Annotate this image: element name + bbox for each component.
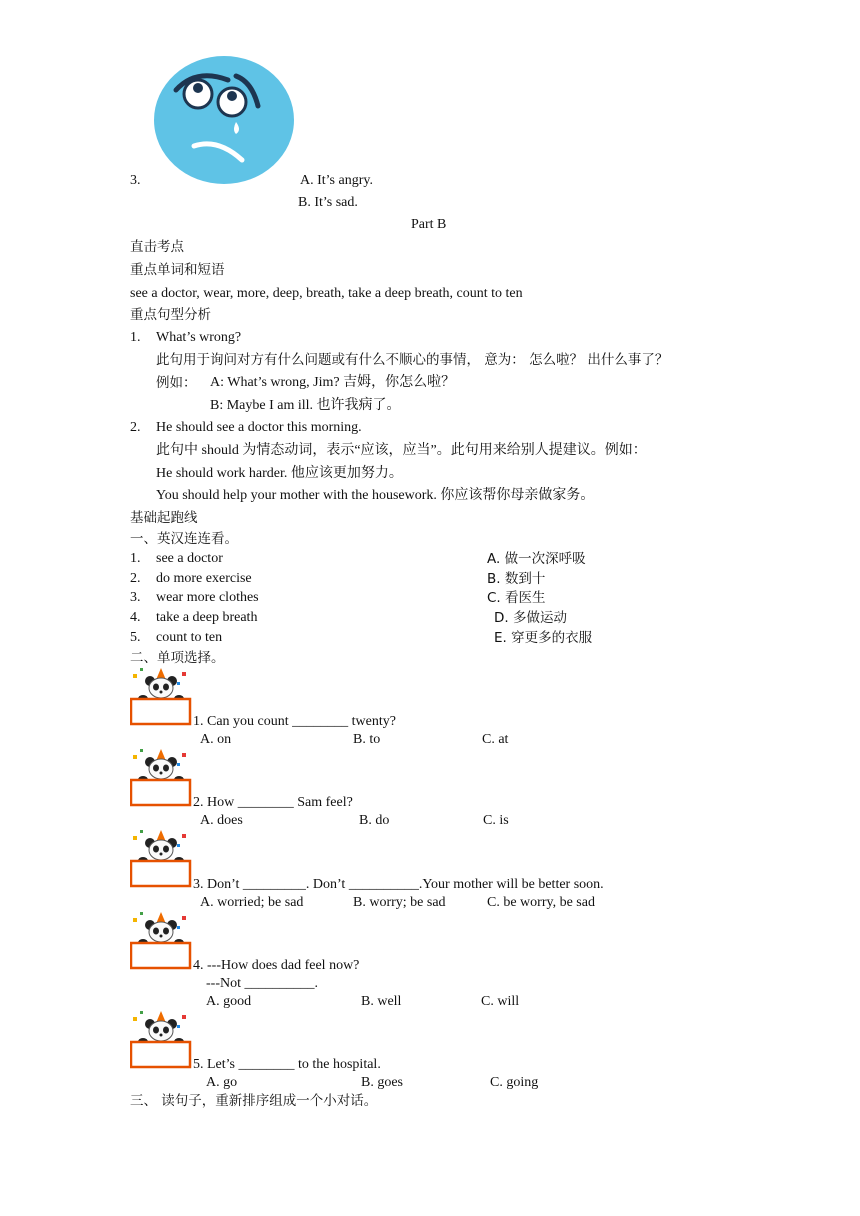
sentence-2-example-1: He should work harder. 他应该更加努力。 [156,466,403,481]
part-title: Part B [411,217,447,232]
sentence-2-explanation: 此句中 should 为情态动词，表示“应该，应当”。此句用来给别人提建议。例如： [156,443,647,458]
mc-option-a: A. does [200,813,243,828]
sentence-2-title: He should see a doctor this morning. [156,420,362,435]
mc-question-stem: 1. Can you count ________ twenty? [193,714,396,729]
match-item-english: see a doctor [156,551,223,566]
sentence-1-title: What’s wrong? [156,330,242,345]
mc-option-b: B. well [361,994,402,1009]
mc-question-stem: 4. ---How does dad feel now? [193,958,360,973]
mc-option-c: C. at [482,732,509,747]
heading-key-words: 重点单词和短语 [130,262,225,278]
mc-question-stem: 5. Let’s ________ to the hospital. [193,1057,381,1072]
mc-option-a: A. on [200,732,232,747]
heading-key-points: 直击考点 [130,239,184,255]
mc-option-c: C. going [490,1075,539,1090]
match-item-chinese: A. 做一次深呼吸 [487,551,586,567]
example-label: 例如： [156,375,197,391]
sad-face-image [150,54,298,186]
panda-sign-icon [130,1009,192,1069]
mc-option-a: A. worried; be sad [200,895,304,910]
match-item-number: 4. [130,610,141,625]
section-1-title: 一、英汉连连看。 [130,531,238,547]
section-2-title: 二、单项选择。 [130,650,225,666]
match-item-number: 5. [130,630,141,645]
match-item-number: 3. [130,590,141,605]
mc-option-b: B. to [353,732,381,747]
mc-option-b: B. do [359,813,390,828]
match-item-chinese: D. 多做运动 [494,610,567,626]
match-item-english: take a deep breath [156,610,258,625]
mc-option-a: A. go [206,1075,238,1090]
match-item-chinese: B. 数到十 [487,571,546,587]
mc-question-stem-line-2: ---Not __________. [206,976,318,991]
mc-option-c: C. is [483,813,509,828]
option-b: B. It’s sad. [298,195,358,210]
option-a: A. It’s angry. [300,173,373,188]
section-3-title: 三、 读句子，重新排序组成一个小对话。 [130,1093,378,1109]
sentence-2-number: 2. [130,420,141,435]
mc-option-a: A. good [206,994,252,1009]
key-words-list: see a doctor, wear, more, deep, breath, take a deep breath, count to ten [130,286,523,301]
match-item-number: 2. [130,571,141,586]
match-item-english: wear more clothes [156,590,259,605]
heading-basics: 基础起跑线 [130,510,198,526]
match-item-chinese: C. 看医生 [487,590,546,606]
mc-option-c: C. be worry, be sad [487,895,595,910]
match-item-english: do more exercise [156,571,252,586]
panda-sign-icon [130,910,192,970]
mc-option-c: C. will [481,994,520,1009]
question-number: 3. [130,173,141,188]
sentence-1-number: 1. [130,330,141,345]
sentence-1-explanation: 此句用于询问对方有什么问题或有什么不顺心的事情， 意为： 怎么啦？ 出什么事了？ [156,352,669,368]
match-item-english: count to ten [156,630,223,645]
mc-question-stem: 2. How ________ Sam feel? [193,795,353,810]
panda-sign-icon [130,828,192,888]
panda-sign-icon [130,747,192,807]
mc-option-b: B. worry; be sad [353,895,446,910]
heading-sentence-analysis: 重点句型分析 [130,307,211,323]
mc-option-b: B. goes [361,1075,403,1090]
mc-question-stem: 3. Don’t _________. Don’t __________.Your mother will be better soon. [193,877,604,892]
panda-sign-icon [130,666,192,726]
example-b: B: Maybe I am ill. 也许我病了。 [210,398,401,413]
match-item-number: 1. [130,551,141,566]
match-item-chinese: E. 穿更多的衣服 [494,630,593,646]
sentence-2-example-2: You should help your mother with the housework. 你应该帮你母亲做家务。 [156,488,595,503]
example-a: A: What’s wrong, Jim? 吉姆，你怎么啦？ [210,375,456,390]
